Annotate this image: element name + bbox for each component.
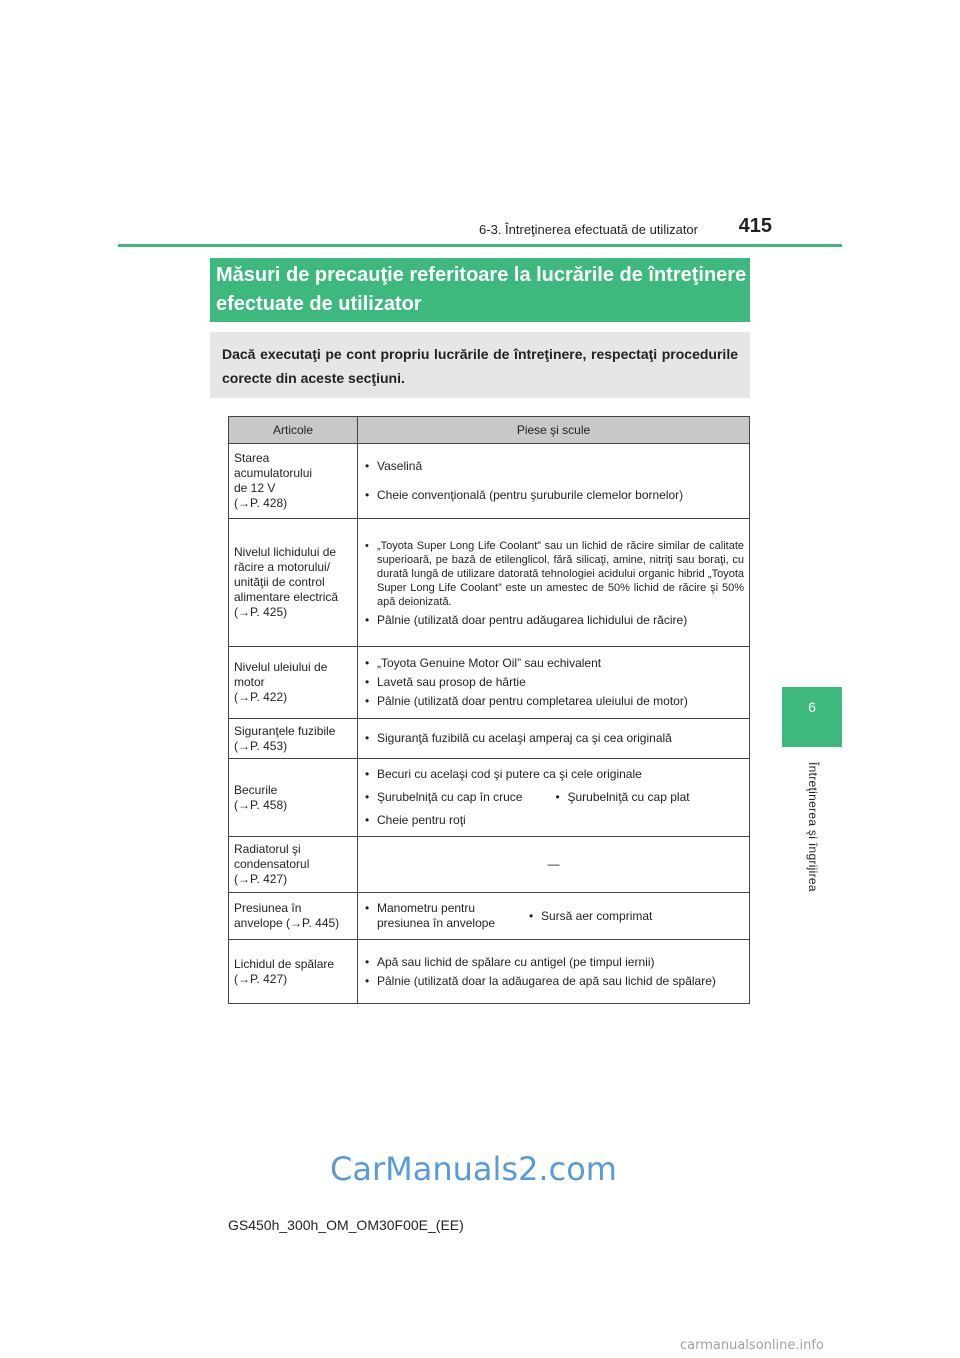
item-line: Becurile <box>234 782 278 797</box>
table-row <box>229 444 750 519</box>
row-parts <box>358 837 750 893</box>
chapter-number: 6 <box>808 699 816 715</box>
row-parts <box>358 519 750 647</box>
item-line: condensatorul <box>234 857 310 871</box>
part-bullet: • Şurubelniţă cu cap plat <box>554 790 745 805</box>
page-reference[interactable]: anvelope (→P. 445) <box>234 916 340 930</box>
page-reference[interactable]: (→P. 428) <box>234 496 288 510</box>
table-row <box>229 647 750 719</box>
page-reference[interactable]: (→P. 453) <box>234 738 288 753</box>
item-line: Radiatorul şi <box>234 842 301 856</box>
item-line: răcire a motorului/ <box>234 560 331 574</box>
row-parts <box>358 647 750 719</box>
part-pair <box>363 897 744 935</box>
part-bullet: • Lavetă sau prosop de hârtie <box>363 675 744 690</box>
part-bullet: • Becuri cu acelaşi cod şi putere ca şi cele originale <box>363 767 744 782</box>
item-line: acumulatorului <box>234 466 313 480</box>
footer-document-code: GS450h_300h_OM_OM30F00E_(EE) <box>228 1217 464 1233</box>
row-item <box>229 940 358 1004</box>
section-title: Măsuri de precauţie referitoare la lucrările de întreţinere efectuate de utilizator <box>210 258 750 322</box>
table-row <box>229 893 750 940</box>
part-bullet: • Manometru pentru presiunea în anvelope <box>363 901 527 931</box>
part-bullet: • Pâlnie (utilizată doar pentru adăugarea lichidului de răcire) <box>363 613 744 627</box>
row-item <box>229 837 358 893</box>
chapter-tab[interactable] <box>782 687 842 747</box>
item-line: Lichidul de spălare <box>234 956 335 971</box>
watermark-site: carmanualsonline.info <box>680 1338 824 1353</box>
table-row <box>229 940 750 1004</box>
item-line: alimentare electrică <box>234 590 339 604</box>
part-bullet: • Vaselină <box>363 459 744 474</box>
row-parts <box>358 940 750 1004</box>
page-reference[interactable]: (→P. 427) <box>234 872 288 886</box>
row-item <box>229 759 358 837</box>
item-line: de 12 V <box>234 481 276 495</box>
table-row <box>229 759 750 837</box>
row-item <box>229 893 358 940</box>
header-section-title: 6-3. Întreţinerea efectuată de utilizator <box>479 222 698 237</box>
part-bullet: • Cheie convenţională (pentru şuruburile clemelor bornelor) <box>363 488 744 503</box>
page-reference[interactable]: (→P. 425) <box>234 605 288 619</box>
table-row <box>229 519 750 647</box>
part-bullet: • Sursă aer comprimat <box>527 909 744 924</box>
section-intro: Dacă executaţi pe cont propriu lucrările de întreţinere, respectaţi procedurile corecte din aceste secţiuni. <box>210 332 750 398</box>
row-item <box>229 519 358 647</box>
page-reference[interactable]: (→P. 422) <box>234 690 288 704</box>
row-item <box>229 719 358 759</box>
col-header-items: Articole <box>229 417 358 444</box>
parts-tools-table <box>228 416 750 1004</box>
empty-dash: — <box>547 857 560 871</box>
watermark-logo: CarManuals2.com <box>330 1150 617 1188</box>
row-parts <box>358 759 750 837</box>
part-bullet: • „Toyota Genuine Motor Oil” sau echivalent <box>363 656 744 671</box>
item-line: Presiunea în <box>234 901 302 915</box>
part-pair <box>363 786 744 809</box>
row-parts <box>358 893 750 940</box>
row-parts <box>358 444 750 519</box>
part-bullet: • Siguranţă fuzibilă cu acelaşi amperaj ca şi cea originală <box>363 731 744 746</box>
row-item <box>229 444 358 519</box>
item-line: motor <box>234 675 265 689</box>
item-line: Nivelul lichidului de <box>234 545 337 559</box>
page-number: 415 <box>738 215 772 237</box>
item-line: Nivelul uleiului de <box>234 660 328 674</box>
part-bullet: • Pâlnie (utilizată doar pentru completarea uleiului de motor) <box>363 694 744 709</box>
row-parts <box>358 719 750 759</box>
page-reference[interactable]: (→P. 427) <box>234 971 288 986</box>
part-bullet: • „Toyota Super Long Life Coolant” sau un lichid de răcire similar de calitate superioară, pe bază de etilenglicol, fără silicaţi, amine, nitriţi sau boraţi, cu durată lungă de utilizare datorată tehnologiei acidului organic hibrid „Toyota Super Long Life Coolant” este un amestec de 50% lichid de răcire şi 50% apă deionizată. <box>363 539 744 609</box>
page-reference[interactable]: (→P. 458) <box>234 797 288 812</box>
part-bullet: • Cheie pentru roţi <box>363 813 744 828</box>
item-line: Starea <box>234 451 270 465</box>
col-header-parts: Piese şi scule <box>358 417 750 444</box>
item-line: unităţii de control <box>234 575 325 589</box>
part-bullet: • Şurubelniţă cu cap în cruce <box>363 790 554 805</box>
part-bullet: • Apă sau lichid de spălare cu antigel (pe timpul iernii) <box>363 955 744 970</box>
table-row <box>229 719 750 759</box>
chapter-label: Întreţinerea şi îngrijirea <box>806 762 820 892</box>
part-bullet: • Pâlnie (utilizată doar la adăugarea de apă sau lichid de spălare) <box>363 974 744 989</box>
row-item <box>229 647 358 719</box>
table-header-row <box>229 417 750 444</box>
table-row <box>229 837 750 893</box>
header-divider <box>118 244 842 247</box>
item-line: Siguranţele fuzibile <box>234 723 336 738</box>
